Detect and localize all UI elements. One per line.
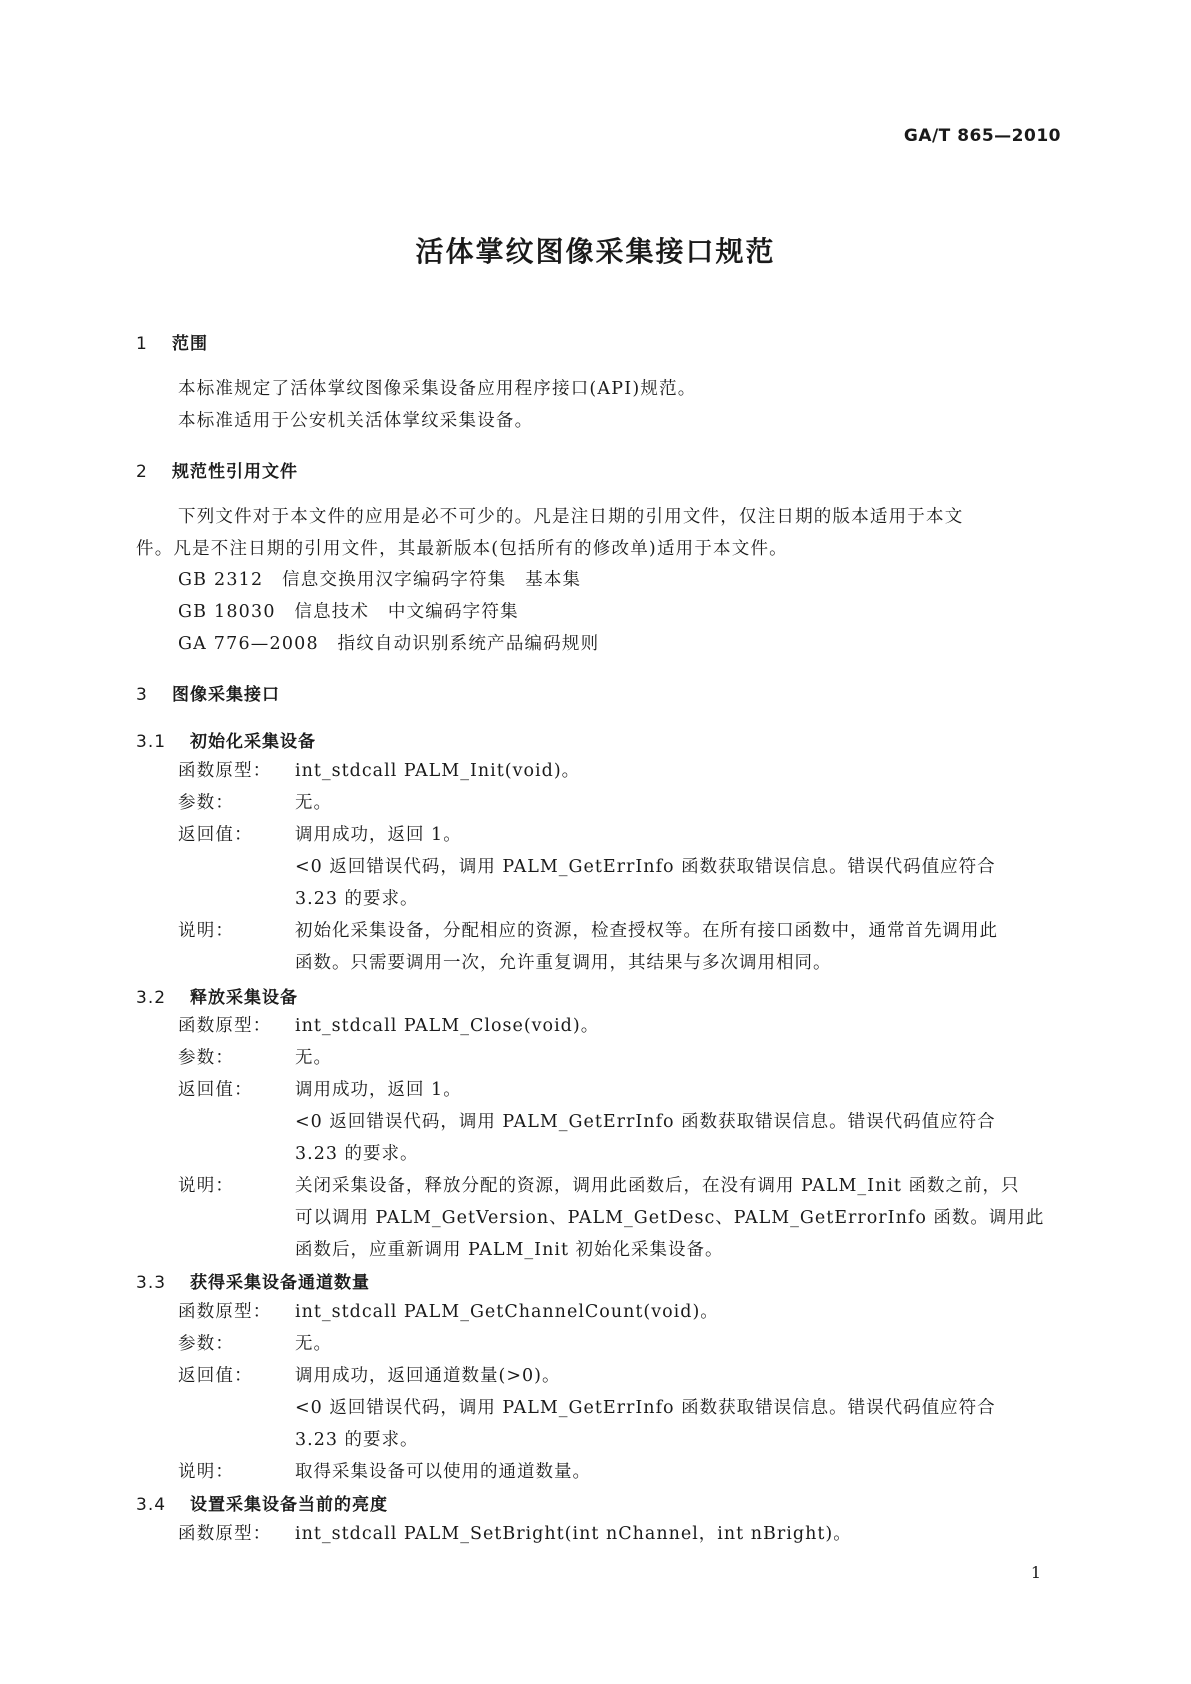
note-value: 函数后，应重新调用 PALM_Init 初始化采集设备。 [295,1240,724,1260]
return-value: 3.23 的要求。 [295,1144,419,1164]
label-prototype: 函数原型： [178,761,272,781]
params-value: 无。 [295,793,332,813]
reference-item: GA 776—2008 指纹自动识别系统产品编码规则 [178,634,600,654]
subsection-title: 获得采集设备通道数量 [190,1273,370,1293]
prototype-value: int_stdcall PALM_Close(void)。 [295,1016,600,1036]
params-value: 无。 [295,1334,332,1354]
paragraph: 本标准规定了活体掌纹图像采集设备应用程序接口(API)规范。 [178,379,697,399]
label-prototype: 函数原型： [178,1016,272,1036]
label-params: 参数： [178,793,235,813]
paragraph: 下列文件对于本文件的应用是必不可少的。凡是注日期的引用文件，仅注日期的版本适用于本文 [178,507,964,527]
document-title: 活体掌纹图像采集接口规范 [415,235,776,268]
label-note: 说明： [178,1176,235,1196]
subsection-number: 3.4 [136,1495,167,1515]
return-value: <0 返回错误代码，调用 PALM_GetErrInfo 函数获取错误信息。错误代码值应符合 [295,1112,996,1132]
section-title: 范围 [172,334,208,354]
return-value: <0 返回错误代码，调用 PALM_GetErrInfo 函数获取错误信息。错误代码值应符合 [295,1398,996,1418]
note-value: 关闭采集设备，释放分配的资源，调用此函数后，在没有调用 PALM_Init 函数之前，只 [295,1176,1020,1196]
section-number: 2 [136,462,148,482]
page-number: 1 [1030,1563,1041,1582]
subsection-title: 初始化采集设备 [190,732,316,752]
return-value: 调用成功，返回 1。 [295,1080,462,1100]
section-title: 图像采集接口 [172,685,280,705]
subsection-number: 3.1 [136,732,167,752]
section-title: 规范性引用文件 [172,462,298,482]
params-value: 无。 [295,1048,332,1068]
section-3-heading [136,680,280,705]
standard-code: GA/T 865—2010 [903,126,1061,146]
label-return: 返回值： [178,825,253,845]
label-prototype: 函数原型： [178,1524,272,1544]
return-value: 调用成功，返回 1。 [295,825,462,845]
paragraph: 本标准适用于公安机关活体掌纹采集设备。 [178,411,534,431]
label-return: 返回值： [178,1366,253,1386]
section-1-heading [136,329,208,354]
label-prototype: 函数原型： [178,1302,272,1322]
label-params: 参数： [178,1334,235,1354]
subsection-number: 3.2 [136,988,167,1008]
return-value: <0 返回错误代码，调用 PALM_GetErrInfo 函数获取错误信息。错误代码值应符合 [295,857,996,877]
prototype-value: int_stdcall PALM_SetBright(int nChannel，int nBright)。 [295,1524,852,1544]
return-value: 3.23 的要求。 [295,889,419,909]
note-value: 函数。只需要调用一次，允许重复调用，其结果与多次调用相同。 [295,953,832,973]
section-number: 1 [136,334,148,354]
note-value: 可以调用 PALM_GetVersion、PALM_GetDesc、PALM_GetErrorInfo 函数。调用此 [295,1208,1045,1228]
paragraph: 件。凡是不注日期的引用文件，其最新版本(包括所有的修改单)适用于本文件。 [136,539,788,559]
note-value: 初始化采集设备，分配相应的资源，检查授权等。在所有接口函数中，通常首先调用此 [295,921,998,941]
subsection-3-3-heading [136,1268,370,1293]
label-note: 说明： [178,921,235,941]
label-note: 说明： [178,1462,235,1482]
subsection-title: 释放采集设备 [190,988,298,1008]
reference-item: GB 18030 信息技术 中文编码字符集 [178,602,519,622]
section-2-heading [136,457,298,482]
note-value: 取得采集设备可以使用的通道数量。 [295,1462,591,1482]
subsection-3-2-heading [136,983,298,1008]
subsection-3-4-heading [136,1490,388,1515]
prototype-value: int_stdcall PALM_GetChannelCount(void)。 [295,1302,719,1322]
return-value: 调用成功，返回通道数量(>0)。 [295,1366,561,1386]
subsection-title: 设置采集设备当前的亮度 [190,1495,388,1515]
subsection-3-1-heading [136,727,316,752]
section-number: 3 [136,685,148,705]
subsection-number: 3.3 [136,1273,167,1293]
label-return: 返回值： [178,1080,253,1100]
return-value: 3.23 的要求。 [295,1430,419,1450]
prototype-value: int_stdcall PALM_Init(void)。 [295,761,581,781]
label-params: 参数： [178,1048,235,1068]
reference-item: GB 2312 信息交换用汉字编码字符集 基本集 [178,570,582,590]
